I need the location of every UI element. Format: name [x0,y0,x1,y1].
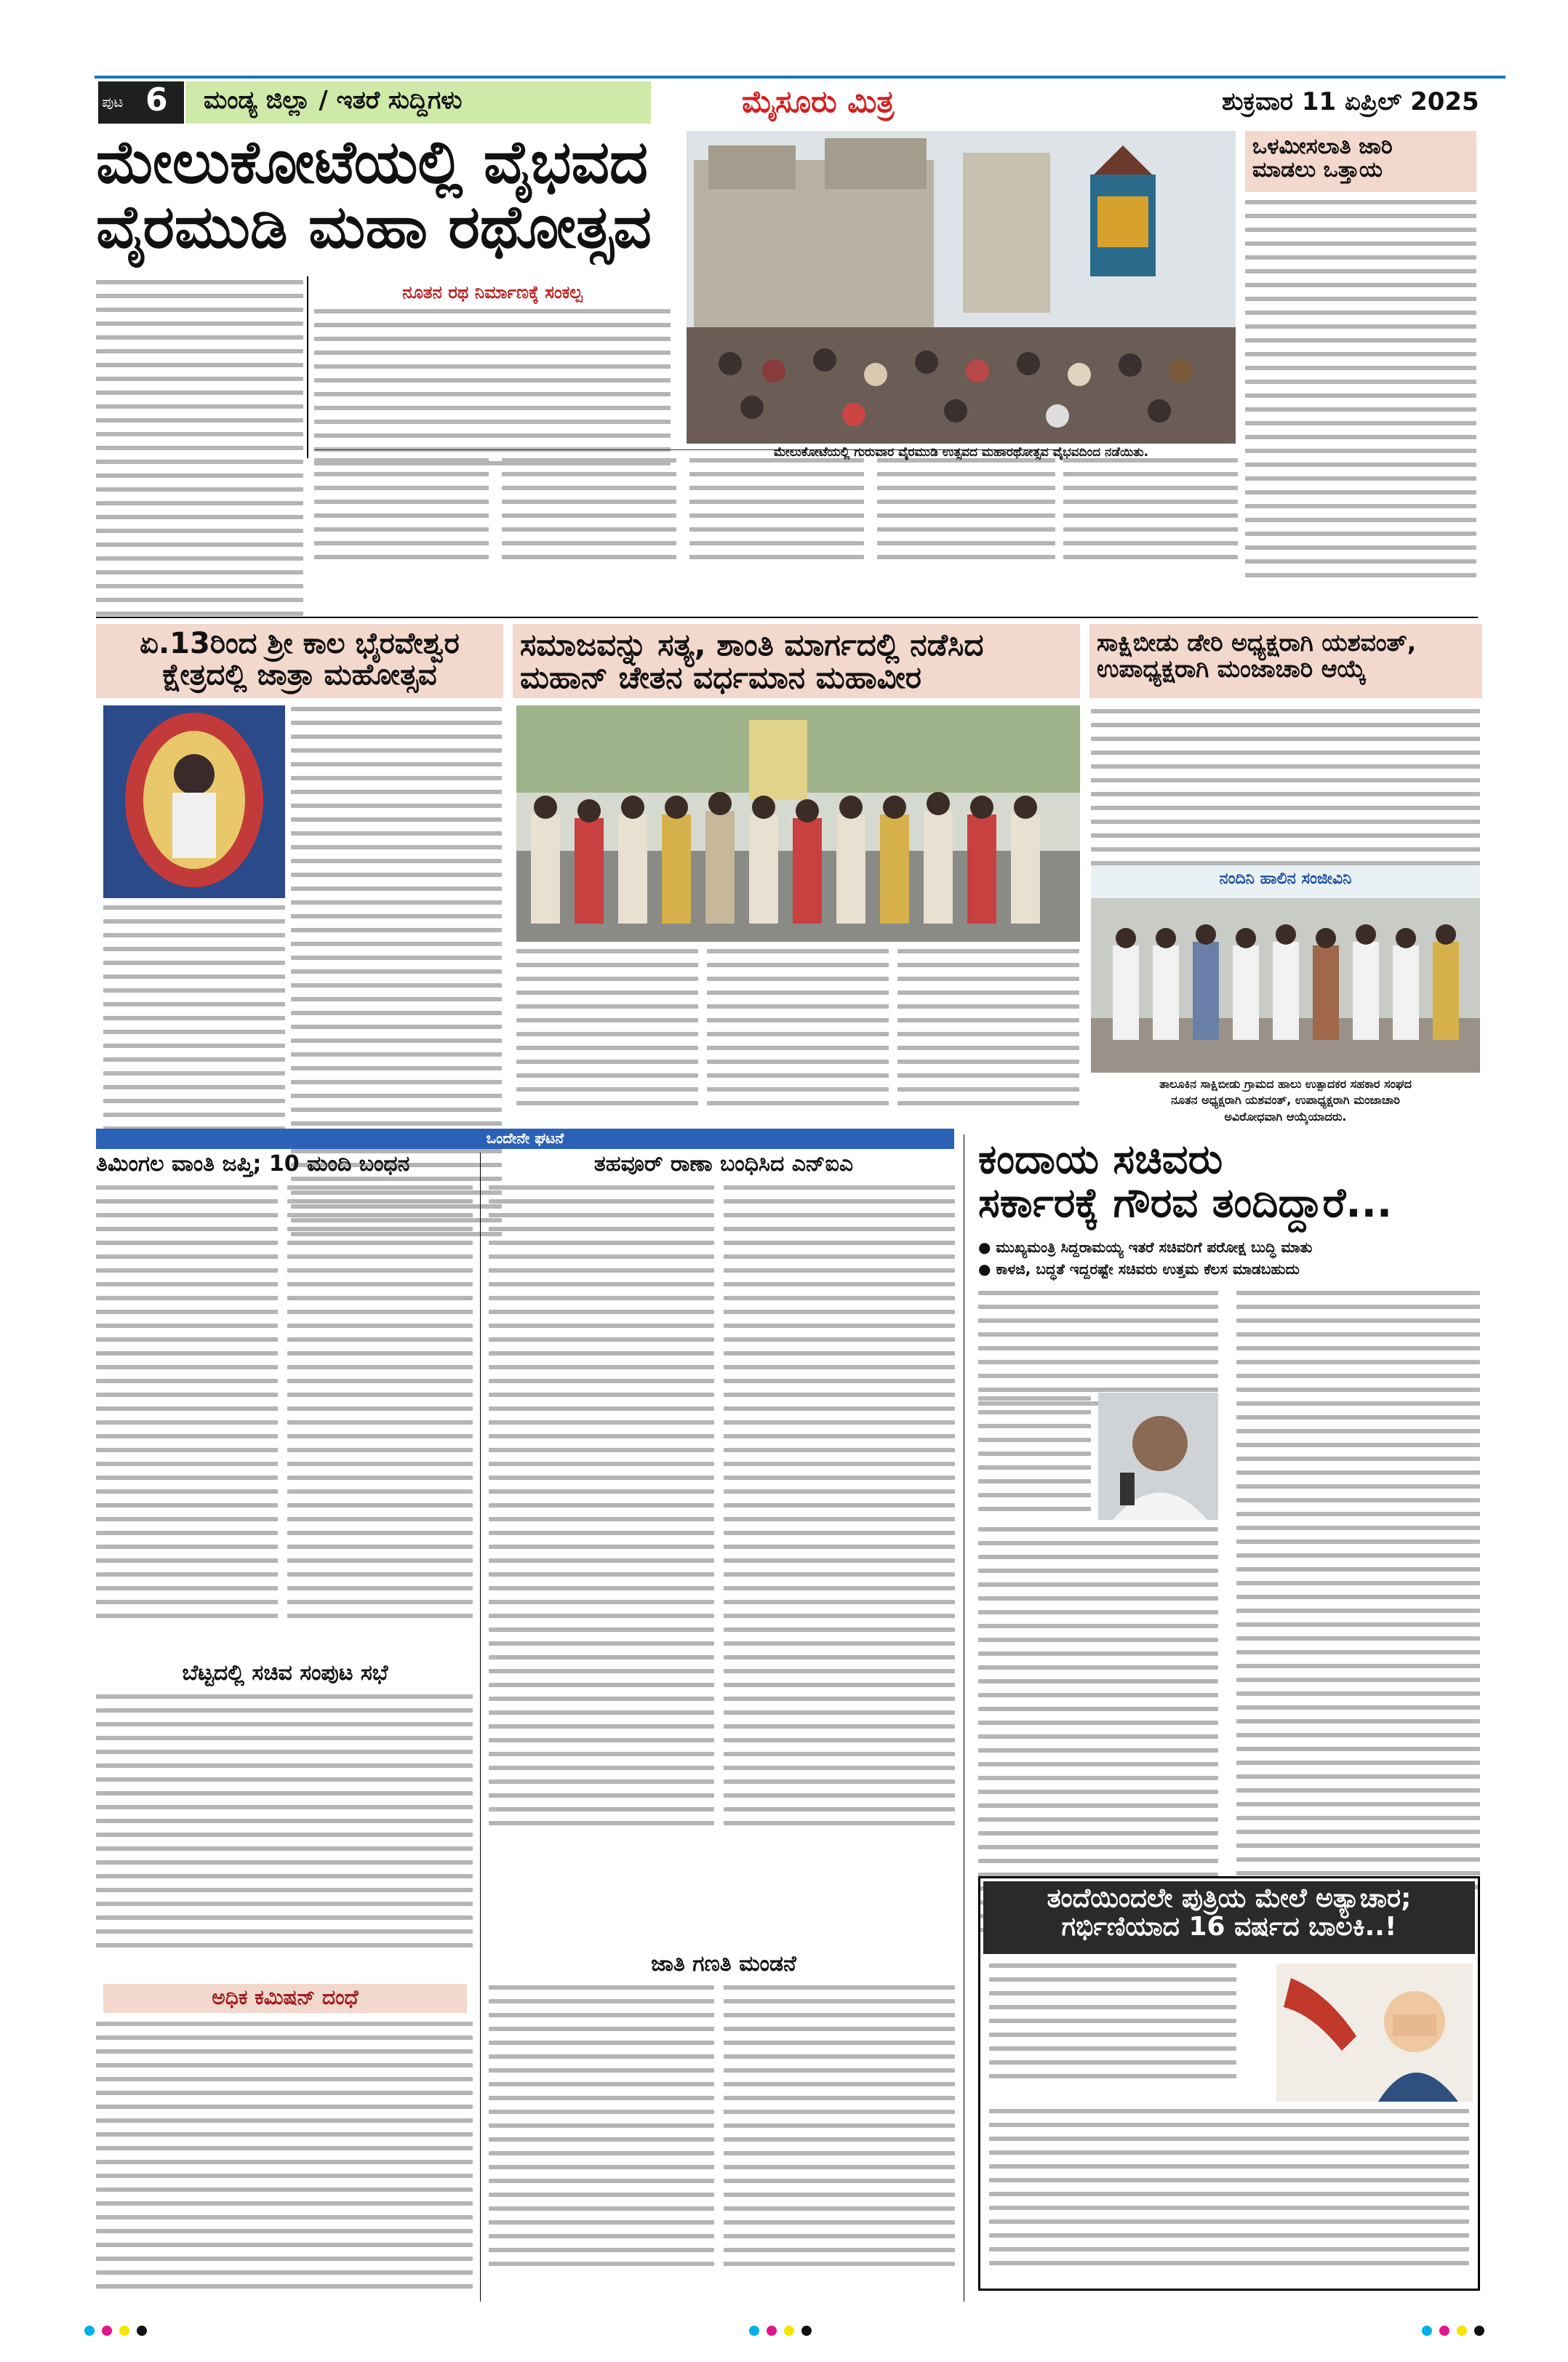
minister-headline-line1: ಕಂದಾಯ ಸಚಿವರು [978,1136,1223,1183]
dairy-caption-line1: ತಾಲೂಕಿನ ಸಾಕ್ಷಿಬೀಡು ಗ್ರಾಮದ ಹಾಲು ಉತ್ಪಾದಕರ ಸಹಕಾರ ಸಂಘದ [1159,1077,1412,1091]
minister-bullet-1-text: ಮುಖ್ಯಮಂತ್ರಿ ಸಿದ್ದರಾಮಯ್ಯ ಇತರೆ ಸಚಿವರಿಗೆ ಪರೋಕ್ಷ ಬುದ್ಧಿ ಮಾತು [996,1238,1313,1256]
minister-body-col1b [978,1396,1091,1521]
deity-photo [103,705,285,898]
dairy-caption-line2: ನೂತನ ಅಧ್ಯಕ್ಷರಾಗಿ ಯಶವಂತ್, ಉಪಾಧ್ಯಕ್ಷರಾಗಿ ಮಂಜಾಚಾರಿ [1171,1093,1400,1108]
masthead-rule [95,76,1505,79]
nia-headline: ತಹವೂರ್ ರಾಣಾ ಬಂಧಿಸಿದ ಎನ್‌ಐಎ [593,1151,854,1177]
minister-bullet-2-text: ಕಾಳಜಿ, ಬದ್ಧತೆ ಇದ್ದರಷ್ಟೇ ಸಚಿವರು ಉತ್ತಮ ಕೆಲಸ ಮಾಡಬಹುದು [996,1260,1300,1278]
assault-body-col1b [989,2109,1469,2275]
lead-headline [96,128,671,262]
registration-dot-cyan [84,2326,95,2336]
registration-dot-magenta-right [1439,2326,1449,2336]
bhairava-headline-line1: ಏ.13ರಿಂದ ಶ್ರೀ ಕಾಲ ಭೈರವೇಶ್ವರ [140,627,460,660]
minister-bullets [978,1236,1480,1280]
dairy-photo [1091,865,1480,1073]
mahavira-body-col1 [516,949,698,1115]
reservation-headline [1245,131,1476,192]
commission-headline: ಅಧಿಕ ಕಮಿಷನ್ ದಂಧೆ [212,1985,359,2009]
registration-dot-yellow [119,2326,129,2336]
fishing-body-col2 [287,1185,473,1628]
census-body-col1 [489,1985,714,2275]
registration-dot-cyan-mid [749,2326,759,2336]
minister-bullet-2: ● ಕಾಳಜಿ, ಬದ್ಧತೆ ಇದ್ದರಷ್ಟೇ ಸಚಿವರು ಉತ್ತಮ ಕೆಲಸ ಮಾಡಬಹುದು [978,1260,1300,1278]
lead-body-col3 [502,458,676,569]
col-divider-1 [480,1153,481,2302]
minister-headline [978,1138,1480,1226]
assault-headline [989,1885,1469,1942]
registration-dot-magenta [102,2326,112,2336]
reservation-headline-line2: ಮಾಡಲು ಒತ್ತಾಯ [1252,157,1383,183]
row-divider-1 [96,617,1478,618]
lead-headline-line1: ಮೇಲುಕೋಟೆಯಲ್ಲಿ ವೈಭವದ [96,128,649,197]
mahavira-body-col3 [897,949,1079,1115]
mahavira-headline-line2: ಮಹಾನ್ ಚೇತನ ವರ್ಧಮಾನ ಮಹಾವೀರ [520,660,922,696]
mahavira-photo [516,705,1080,942]
lead-headline-line2: ವೈರಮುಡಿ ಮಹಾ ರಥೋತ್ಸವ [96,192,652,262]
registration-dot-black-right [1474,2326,1484,2336]
lead-body-col6 [1063,458,1238,569]
mahavira-body-col2 [707,949,889,1115]
mahavira-headline [513,624,1080,698]
lead-photo [687,131,1236,444]
mahavira-headline-line1: ಸಮಾಜವನ್ನು ಸತ್ಯ, ಶಾಂತಿ ಮಾರ್ಗದಲ್ಲಿ ನಡೆಸಿದ [520,627,984,662]
cabinet-headline: ಬೆಟ್ಟದಲ್ಲಿ ಸಚಿವ ಸಂಪುಟ ಸಭೆ [182,1660,388,1686]
minister-bullet-1: ● ಮುಖ್ಯಮಂತ್ರಿ ಸಿದ್ದರಾಮಯ್ಯ ಇತರೆ ಸಚಿವರಿಗೆ ಪರೋಕ್ಷ ಬುದ್ಧಿ ಮಾತು [978,1238,1313,1256]
registration-dot-cyan-right [1422,2326,1432,2336]
lead-divider [307,276,308,458]
nia-body-col2 [724,1185,955,1835]
bhairava-headline-line2: ಕ್ಷೇತ್ರದಲ್ಲಿ ಜಾತ್ರಾ ಮಹೋತ್ಸವ [162,658,437,692]
assault-illustration [1276,1963,1473,2102]
lead-body-col5 [877,458,1055,569]
group-photo-image [516,705,1080,942]
dairy-caption [1091,1076,1480,1125]
newspaper-name: ಮೈಸೂರು ಮಿತ್ರ [742,84,895,119]
registration-dot-magenta-mid [767,2326,777,2336]
distress-illustration-image [1276,1963,1473,2102]
dairy-headline-line1: ಸಾಕ್ಷಿಬೀಡು ಡೇರಿ ಅಧ್ಯಕ್ಷರಾಗಿ ಯಶವಂತ್, [1097,628,1417,657]
dairy-headline-line2: ಉಪಾಧ್ಯಕ್ಷರಾಗಿ ಮಂಜಾಚಾರಿ ಆಯ್ಕೆ [1097,654,1367,683]
page-prefix: ಪುಟ [102,93,124,111]
minister-photo [1098,1393,1218,1520]
reservation-headline-line1: ಒಳಮೀಸಲಾತಿ ಜಾರಿ [1252,134,1393,159]
commission-body [96,2022,473,2298]
registration-dot-black [137,2326,147,2336]
page-number: 6 [145,81,168,119]
nia-body-col1 [489,1185,714,1835]
minister-portrait-image [1098,1393,1218,1520]
registration-dot-yellow-right [1457,2326,1467,2336]
section-title: ಮಂಡ್ಯ ಜಿಲ್ಲಾ / ಇತರೆ ಸುದ್ದಿಗಳು [204,86,463,115]
dairy-sign: ನಂದಿನಿ ಹಾಲಿನ ಸಂಜೀವಿನಿ [1219,870,1352,888]
banner-label: ಒಂದೇನೇ ಘಟನೆ [486,1129,564,1147]
fishing-body-col1 [96,1185,278,1628]
lead-body-col4 [689,458,864,569]
registration-dot-yellow-mid [784,2326,794,2336]
minister-headline-line2: ಸರ್ಕಾರಕ್ಕೆ ಗೌರವ ತಂದಿದ್ದಾರೆ... [978,1180,1393,1228]
deity-image [103,705,285,898]
fishing-headline: ತಿಮಿಂಗಲ ವಾಂತಿ ಜಪ್ತಿ; 10 ಮಂದಿ ಬಂಧನ [96,1151,410,1177]
temple-chariot-image [687,131,1236,444]
assault-headline-line1: ತಂದೆಯಿಂದಲೇ ಪುತ್ರಿಯ ಮೇಲೆ ಅತ್ಯಾಚಾರ; [1047,1883,1412,1913]
dairy-caption-line3: ಅವಿರೋಧವಾಗಿ ಆಯ್ಕೆಯಾದರು. [1224,1109,1347,1124]
dairy-headline [1089,624,1482,698]
assault-headline-line2: ಗರ್ಭಿಣಿಯಾದ 16 ವರ್ಷದ ಬಾಲಕಿ..! [1061,1911,1397,1942]
minister-body-col2 [1236,1291,1480,1899]
assault-body-col1a [989,1963,1236,2088]
issue-date: ಶುಕ್ರವಾರ 11 ಏಪ್ರಿಲ್ 2025 [1222,87,1479,116]
census-headline: ಜಾತಿ ಗಣತಿ ಮಂಡನೆ [651,1951,796,1977]
lead-body-col2 [314,458,489,569]
reservation-body [1245,200,1476,587]
bhairava-body-col2 [103,905,285,1154]
dairy-group-image [1091,865,1480,1073]
bhairava-headline [96,624,503,698]
registration-dot-black-mid [801,2326,812,2336]
lead-subhead: ನೂತನ ರಥ ನಿರ್ಮಾಣಕ್ಕೆ ಸಂಕಲ್ಪ [402,282,583,303]
census-body-col2 [724,1985,955,2275]
cabinet-body [96,1694,473,1957]
lead-photo-caption: ಮೇಲುಕೋಟೆಯಲ್ಲಿ ಗುರುವಾರ ವೈರಮುಡಿ ಉತ್ಸವದ ಮಹಾರಥೋತ್ಸವ ವೈಭವದಿಂದ ನಡೆಯಿತು. [773,445,1149,460]
